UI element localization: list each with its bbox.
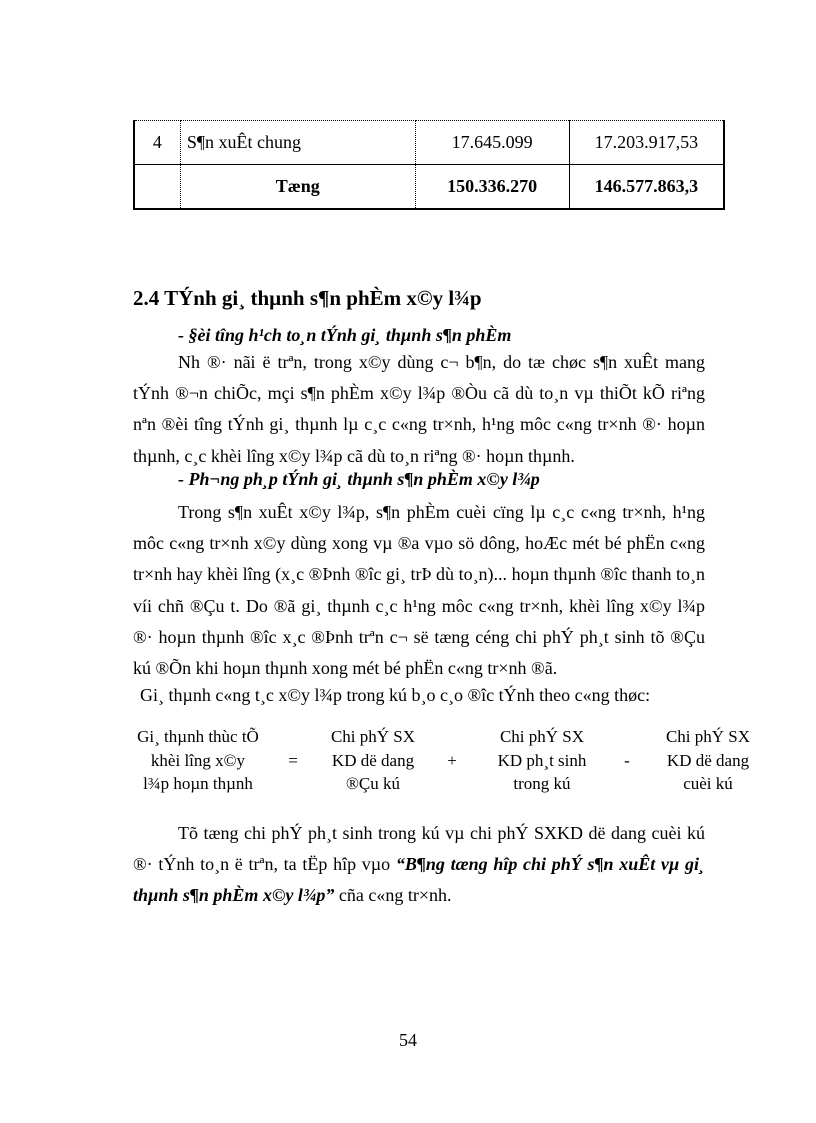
formula-term-opening-wip: Chi phÝ SX KD dë dang ®Çu kú <box>330 727 416 793</box>
row-item-name: S¶n xuÊt chung <box>180 121 415 165</box>
paragraph-formula-intro: Gi¸ thµnh c«ng t¸c x©y l¾p trong kú b¸o c¸o ®îc tÝnh theo c«ng thøc: <box>140 685 651 705</box>
total-value-actual: 146.577.863,3 <box>569 165 724 210</box>
paragraph-method: Trong s¶n xuÊt x©y l¾p, s¶n phÈm cuèi cïng lµ c¸c c«ng tr×nh, h¹ng môc c«ng tr×nh x©y dùng xong vµ ®a vµo sö dông, hoÆc mét bé phËn c«ng tr×nh hay khèi lîng (x¸c ®Þnh ®îc gi¸ trÞ dù to¸n)... hoµn thµnh ®îc thanh to¸n víi chñ ®Çu t. Do ®ã gi¸ thµnh c¸c h¹ng môc c«ng tr×nh, khèi lîng x©y l¾p ®· hoµn thµnh ®îc x¸c ®Þnh trªn c¬ së tæng céng chi phÝ ph¸t sinh tõ ®Çu kú ®Õn khi hoµn thµnh xong mét bé phËn c«ng tr×nh ®ã. <box>133 502 705 679</box>
formula-op-minus: - <box>624 751 630 770</box>
paragraph-closing: Tõ tæng chi phÝ ph¸t sinh trong kú vµ chi phÝ SXKD dë dang cuèi kú ®· tÝnh to¸n ë trªn, ta tËp hîp vµo “B¶ng tæng hîp chi phÝ s¶n xuÊt vµ gi¸ thµnh s¶n phÈm x©y l¾p” cña c«ng tr×nh. <box>133 823 705 906</box>
table-total-row <box>134 165 724 210</box>
row-index: 4 <box>134 121 180 165</box>
cost-table <box>133 120 725 210</box>
table-row <box>134 121 724 165</box>
row-index <box>134 165 180 210</box>
page-number: 54 <box>399 1030 417 1050</box>
formula-term-actual-cost: Gi¸ thµnh thùc tÕ khèi lîng x©y l¾p hoµn thµnh <box>137 727 259 793</box>
section-heading: 2.4 TÝnh gi¸ thµnh s¶n phÈm x©y l¾p <box>133 286 482 310</box>
row-value-planned: 17.645.099 <box>415 121 569 165</box>
formula-op-equals: = <box>288 751 298 770</box>
formula-op-plus: + <box>447 751 457 770</box>
formula-term-period-cost: Chi phÝ SX KD ph¸t sinh trong kú <box>497 727 587 793</box>
total-value-planned: 150.336.270 <box>415 165 569 210</box>
formula-term-closing-wip: Chi phÝ SX KD dë dang cuèi kú <box>665 727 751 793</box>
report-title-emphasis: “B¶ng tæng hîp chi phÝ s¶n xuÊt vµ gi¸ thµnh s¶n phÈm x©y l¾p” <box>133 854 705 906</box>
total-label: Tæng <box>180 165 415 210</box>
paragraph-cost-object: Nh ®· nãi ë trªn, trong x©y dùng c¬ b¶n, do tæ chøc s¶n xuÊt mang tÝnh ®¬n chiÕc, mçi s¶n phÈm x©y l¾p ®Òu cã dù to¸n vµ thiÕt kÕ riªng nªn ®èi tîng tÝnh gi¸ thµnh lµ c¸c c«ng tr×nh, h¹ng môc c«ng tr×nh ®· hoµn thµnh, c¸c khèi lîng x©y l¾p cã dù to¸n riªng ®· hoµn thµnh. <box>133 352 705 466</box>
row-value-actual: 17.203.917,53 <box>569 121 724 165</box>
cost-formula <box>0 725 816 805</box>
subheading-cost-object: - §èi tîng h¹ch to¸n tÝnh gi¸ thµnh s¶n phÈm <box>178 325 512 345</box>
subheading-method: - Ph¬ng ph¸p tÝnh gi¸ thµnh s¶n phÈm x©y l¾p <box>178 469 540 489</box>
